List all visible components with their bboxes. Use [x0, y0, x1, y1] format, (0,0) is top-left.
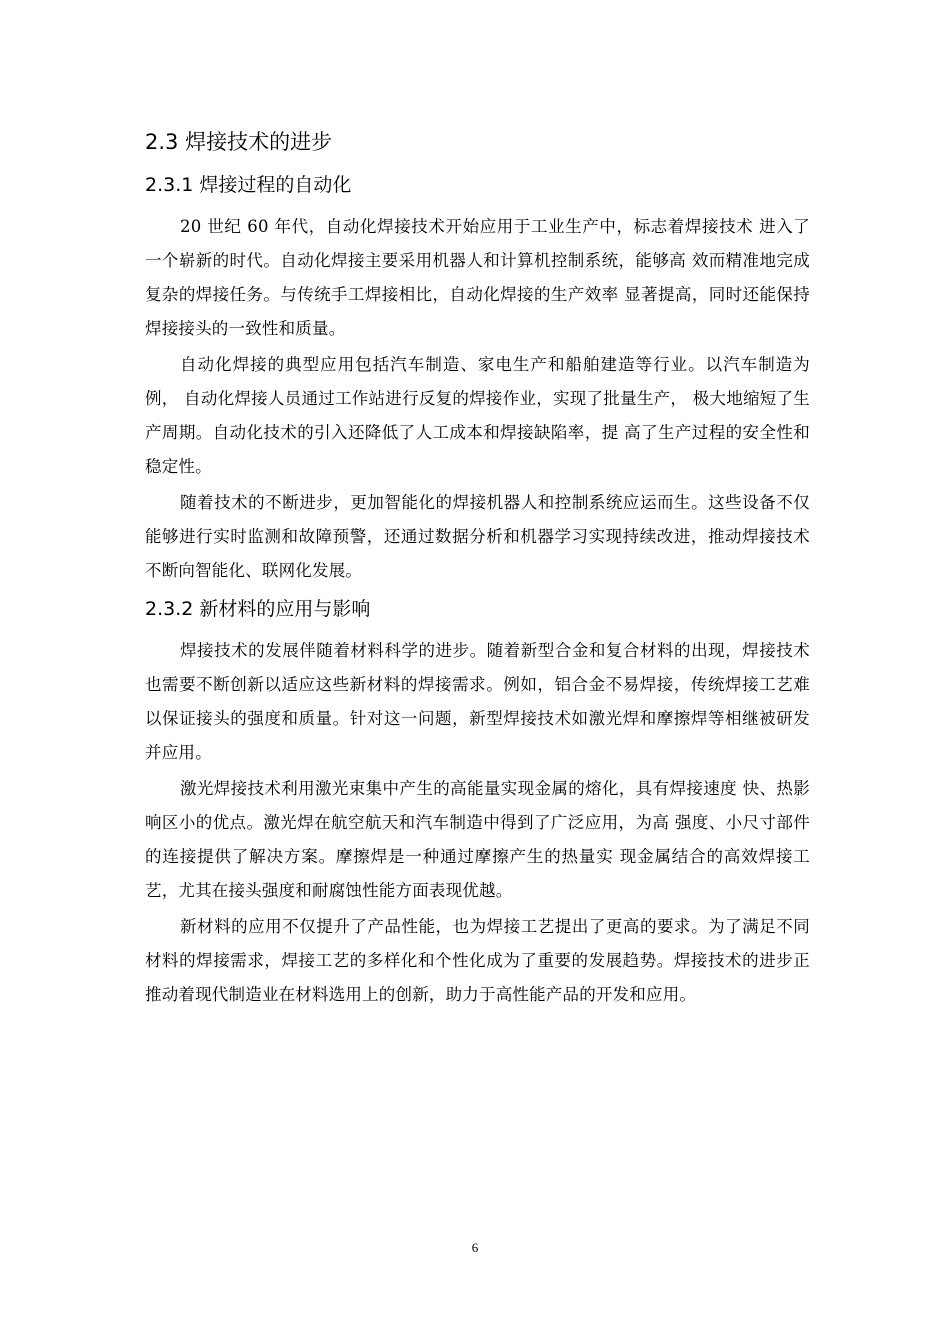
paragraph: 新材料的应用不仅提升了产品性能，也为焊接工艺提出了更高的要求。为了满足不同材料的焊接需求，焊接工艺的多样化和个性化成为了重要的发展趋势。焊接技术的进步正推动着现代制造业在材料选用上的创新，助力于高性能产品的开发和应用。: [145, 917, 810, 1004]
subsection-heading-new-materials: 2.3.2 新材料的应用与影响: [145, 598, 371, 620]
paragraph: 随着技术的不断进步，更加智能化的焊接机器人和控制系统应运而生。这些设备不仅能够进行实时监测和故障预警，还通过数据分析和机器学习实现持续改进，推动焊接技术不断向智能化、联网化发展。: [145, 493, 810, 580]
page-number: 6: [471, 1240, 479, 1255]
paragraph: 自动化焊接的典型应用包括汽车制造、家电生产和船舶建造等行业。以汽车制造为例， 自动化焊接人员通过工作站进行反复的焊接作业，实现了批量生产， 极大地缩短了生产周期。自动化技术的引入还降低了人工成本和焊接缺陷率，提 高了生产过程的安全性和稳定性。: [145, 355, 810, 476]
paragraph: 激光焊接技术利用激光束集中产生的高能量实现金属的熔化，具有焊接速度 快、热影响区小的优点。激光焊在航空航天和汽车制造中得到了广泛应用，为高 强度、小尺寸部件的连接提供了解决方案。摩擦焊是一种通过摩擦产生的热量实 现金属结合的高效焊接工艺，尤其在接头强度和耐腐蚀性能方面表现优越。: [145, 779, 810, 900]
paragraph: 20 世纪 60 年代，自动化焊接技术开始应用于工业生产中，标志着焊接技术 进入了一个崭新的时代。自动化焊接主要采用机器人和计算机控制系统，能够高 效而精准地完成复杂的焊接任务。与传统手工焊接相比，自动化焊接的生产效率 显著提高，同时还能保持焊接接头的一致性和质量。: [145, 217, 810, 338]
page-content: [145, 126, 810, 1014]
section-heading: 2.3 焊接技术的进步: [145, 130, 333, 154]
subsection-heading-automation: 2.3.1 焊接过程的自动化: [145, 174, 352, 196]
paragraph: 焊接技术的发展伴随着材料科学的进步。随着新型合金和复合材料的出现，焊接技术也需要不断创新以适应这些新材料的焊接需求。例如，铝合金不易焊接，传统焊接工艺难以保证接头的强度和质量。针对这一问题，新型焊接技术如激光焊和摩擦焊等相继被研发并应用。: [145, 641, 810, 762]
